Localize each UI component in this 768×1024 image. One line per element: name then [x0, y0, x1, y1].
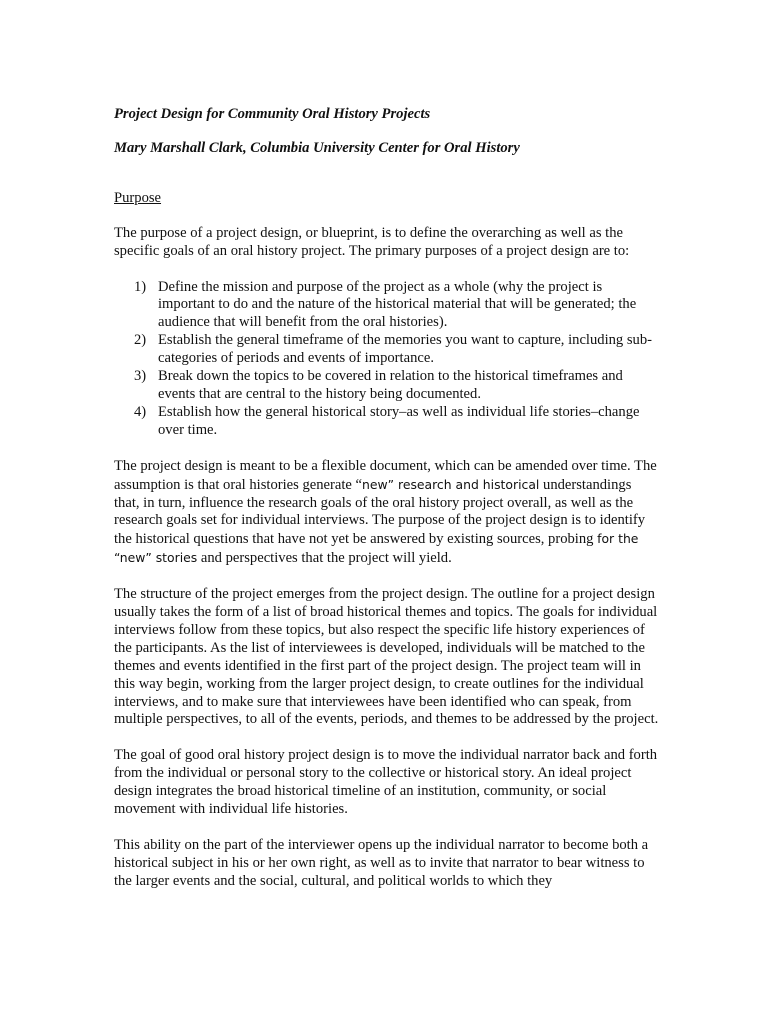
paragraph-flexible-document	[114, 458, 660, 568]
paragraph-text: understandings that, in turn, influence the research goals of the oral history project overall, as well as the research goals set for individual interviews. The purpose of the project design is to identify the historical questions that have not yet be answered by existing sources, probing	[114, 476, 646, 548]
document-author: Mary Marshall Clark, Columbia University Center for Oral History	[114, 139, 520, 156]
document-page	[114, 106, 660, 891]
paragraph-goal: The goal of good oral history project design is to move the individual narrator back and forth from the individual or personal story to the collective or historical story. An ideal project design integrates the broad historical timeline of an institution, community, or social movement with individual life histories.	[114, 747, 658, 818]
list-item	[114, 332, 660, 368]
document-title: Project Design for Community Oral History Projects	[114, 106, 431, 122]
list-item-number: 3)	[134, 368, 147, 385]
section-heading: Purpose	[114, 189, 162, 206]
paragraph-text: The project design is meant to be a flexible document, which can be amended over time. The assumption is that oral histories generate “	[114, 457, 657, 493]
list-item	[114, 404, 660, 440]
list-item-number: 4)	[134, 403, 147, 420]
list-item	[114, 279, 660, 333]
paragraph-text: and perspectives that the project will yield.	[197, 550, 452, 567]
paragraph-text-alt-font: new” research and historical	[362, 476, 540, 492]
intro-paragraph: The purpose of a project design, or blueprint, is to define the overarching as well as the specific goals of an oral history project. The primary purposes of a project design are to:	[114, 224, 630, 259]
list-item-text: Establish how the general historical story–as well as individual life stories–change over time.	[158, 403, 640, 438]
purposes-list	[114, 279, 660, 440]
paragraph-text-alt-font: for the “new” stories	[114, 531, 639, 566]
paragraph-ability: This ability on the part of the interviewer opens up the individual narrator to become both a historical subject in his or her own right, as well as to invite that narrator to bear witness to the larger events and the social, cultural, and political worlds to which they	[114, 837, 649, 889]
list-item-number: 1)	[134, 278, 147, 295]
paragraph-structure: The structure of the project emerges from the project design. The outline for a project design usually takes the form of a list of broad historical themes and topics. The goals for individual interviews follow from these topics, but also respect the specific life history experiences of the participants. As the list of interviewees is developed, individuals will be matched to the themes and events identified in the first part of the project design. The project team will in this way begin, working from the larger project design, to create outlines for the individual interviews, and to make sure that interviewees have been identified who can speak, from multiple perspectives, to all of the events, periods, and themes to be addressed by the project.	[114, 586, 659, 728]
list-item-text: Break down the topics to be covered in relation to the historical timeframes and events that are central to the history being documented.	[158, 368, 623, 402]
list-item-number: 2)	[134, 332, 147, 349]
list-item	[114, 368, 660, 404]
list-item-text: Define the mission and purpose of the project as a whole (why the project is important to do and the nature of the historical material that will be generated; the audience that will benefit from the oral histories).	[158, 278, 637, 331]
list-item-text: Establish the general timeframe of the memories you want to capture, including sub-categories of periods and events of importance.	[158, 332, 653, 367]
